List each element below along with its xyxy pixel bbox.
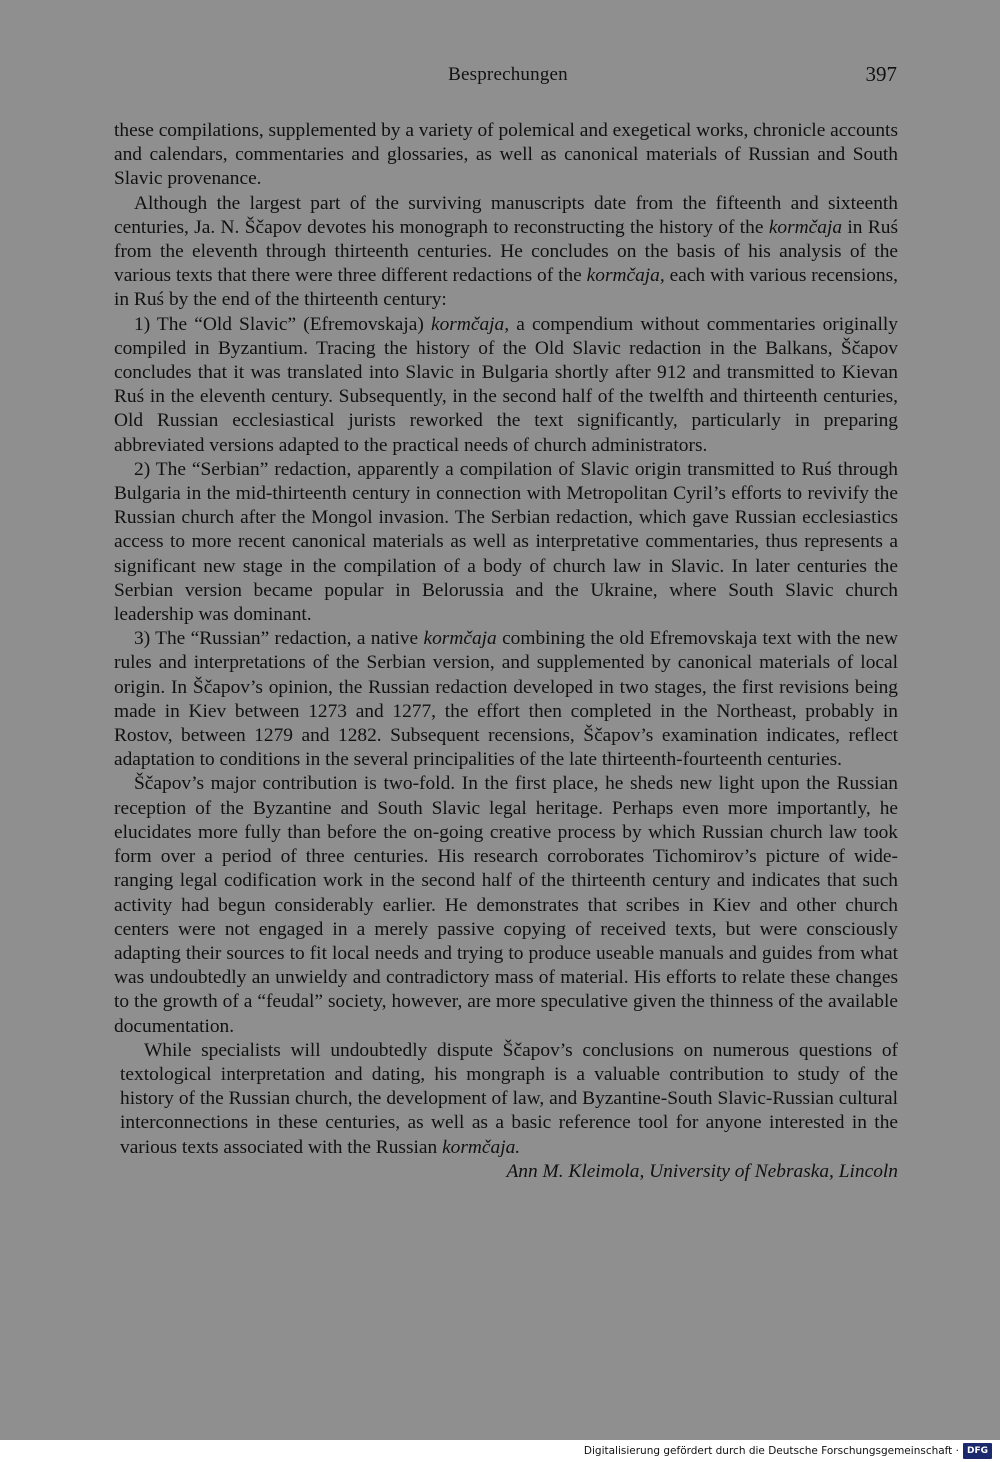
page-number: 397 bbox=[865, 62, 897, 86]
dfg-logo: DFG bbox=[963, 1443, 992, 1459]
paragraph-intro: these compilations, supplemented by a variety of polemical and exegetical works, chronicle accounts and calendars, commentaries and glossaries, as well as canonical materials of Russian and South Slavic provenance. bbox=[114, 120, 898, 190]
paragraph-contribution: Ščapov’s major contribution is two-fold. In the first place, he sheds new light upon the Russian reception of the Byzantine and South Slavic legal heritage. Perhaps even more importantly, he elucidates more fully than before the on-going creative process by which Russian church law took form over a period of three centuries. His research corroborates Tichomirov’s picture of wide-ranging legal codification work in the second half of the thirteenth century and indicates that such activity had begun considerably earlier. He demonstrates that scribes in Kiev and other church centers were not engaged in a merely passive copying of received texts, but were consciously adapting their sources to fit local needs and trying to produce useable manuals and guides from what was undoubtedly an unwieldy and contradictory mass of material. His efforts to relate these changes to the growth of a “feudal” society, however, are more speculative given the thinness of the available documentation. bbox=[114, 773, 898, 1037]
paragraph-russian-redaction: 3) The “Russian” redaction, a native kormčaja combining the old Efremovskaja text with the new rules and interpretations of the Serbian version, and supplemented by canonical materials of local origin. In Ščapov’s opinion, the Russian redaction developed in two stages, the first revisions being made in Kiev between 1273 and 1277, the effort then completed in the Northeast, probably in Rostov, between 1279 and 1282. Subsequent recensions, Ščapov’s examination indicates, reflect adaptation to conditions in the several principalities of the late thirteenth-fourteenth centuries. bbox=[114, 628, 898, 771]
paragraph-scapov-thesis: Although the largest part of the surviving manuscripts date from the fifteenth and sixteenth centuries, Ja. N. Ščapov devotes his monograph to reconstructing the history of the kormčaja in Ruś from the eleventh through thirteenth centuries. He concludes on the basis of his analysis of the various texts that there were three different redactions of the kormčaja, each with various recensions, in Ruś by the end of the thirteenth century: bbox=[114, 192, 899, 311]
funding-credit: Digitalisierung gefördert durch die Deutsche Forschungsgemeinschaft · bbox=[583, 1445, 959, 1457]
running-title: Besprechungen bbox=[448, 64, 568, 85]
reviewer-signature: Ann M. Kleimola, University of Nebraska, Lincoln bbox=[506, 1160, 898, 1182]
digitization-footer bbox=[0, 1440, 1000, 1462]
review-body bbox=[114, 119, 898, 1184]
paragraph-old-slavic-redaction: 1) The “Old Slavic” (Efremovskaja) kormčaja, a compendium without commentaries originally compiled in Byzantium. Tracing the history of the Old Slavic redaction in the Balkans, Ščapov concludes that it was translated into Slavic in Bulgaria shortly after 912 and transmitted to Kievan Ruś in the eleventh century. Subsequently, in the second half of the twelfth and thirteenth centuries, Old Russian ecclesiastical jurists reworked the text significantly, particularly in preparing abbreviated versions adapted to the practical needs of church administrators. bbox=[114, 313, 898, 456]
paragraph-conclusion: While specialists will undoubtedly dispute Ščapov’s conclusions on numerous questions of textological interpretation and dating, his mongraph is a valuable contribution to study of the history of the Russian church, the development of law, and Byzantine-South Slavic-Russian cultural interconnections in these centuries, as well as a basic reference tool for anyone interested in the various texts associated with the Russian kormčaja. bbox=[120, 1039, 898, 1158]
paragraph-serbian-redaction: 2) The “Serbian” redaction, apparently a compilation of Slavic origin transmitted to Ruś through Bulgaria in the mid-thirteenth century in connection with Metropolitan Cyril’s efforts to revivify the Russian church after the Mongol invasion. The Serbian redaction, which gave Russian ecclesiastics access to more recent canonical materials as well as interpretative commentaries, thus represents a significant new stage in the compilation of a body of church law in Slavic. In later centuries the Serbian version became popular in Belorussia and the Ukraine, where South Slavic church leadership was dominant. bbox=[114, 458, 898, 626]
running-head bbox=[113, 64, 903, 92]
